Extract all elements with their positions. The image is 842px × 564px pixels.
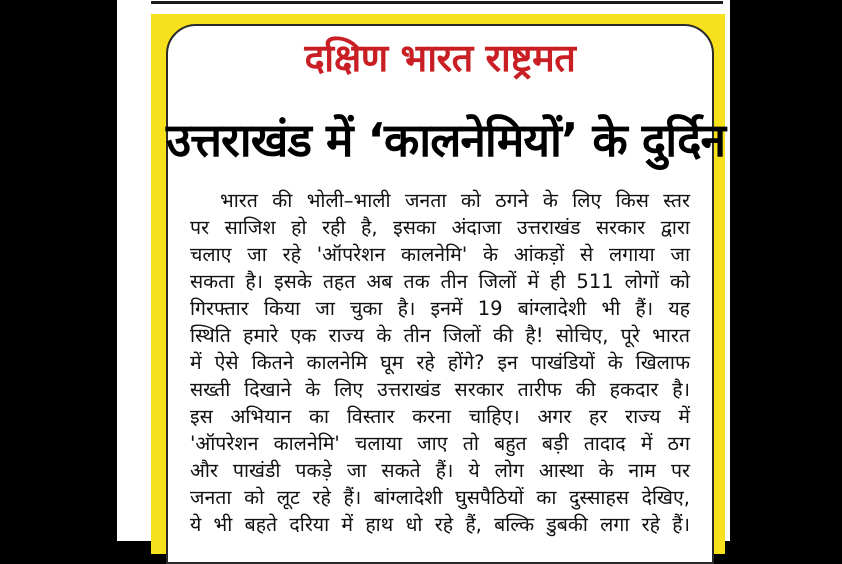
body-line: में ऐसे कितने कालनेमि घूम रहे होंगे? इन पाखंडियों के खिलाफ <box>190 351 690 374</box>
newspaper-masthead: दक्षिण भारत राष्ट्रमत <box>304 36 576 80</box>
body-line: और पाखंडी पकड़े जा सकते हैं। ये लोग आस्था के नाम पर <box>190 459 690 482</box>
body-line: पर साजिश हो रही है, इसका अंदाजा उत्तराखंड सरकार द्वारा <box>190 216 690 239</box>
body-line: भारत की भोली–भाली जनता को ठगने के लिए किस स्तर <box>220 189 690 212</box>
body-line: सकता है। इसके तहत अब तक तीन जिलों में ही 511 लोगों को <box>190 270 690 293</box>
body-line: इस अभियान का विस्तार करना चाहिए। अगर हर राज्य में <box>190 405 690 428</box>
body-line: सख्ती दिखाने के लिए उत्तराखंड सरकार तारीफ की हकदार है। <box>190 378 690 401</box>
body-line: जनता को लूट रहे हैं। बांग्लादेशी घुसपैठियों का दुस्साहस देखिए, <box>190 486 690 509</box>
top-divider <box>151 1 723 4</box>
body-line: गिरफ्तार किया जा चुका है। इनमें 19 बांग्लादेशी भी हैं। यह <box>190 297 690 320</box>
body-line: ये भी बहते दरिया में हाथ धो रहे हैं, बल्कि डुबकी लगा रहे हैं। <box>190 513 690 536</box>
article-body <box>190 187 690 538</box>
body-line: चलाए जा रहे 'ऑपरेशन कालनेमि' के आंकड़ों से लगाया जा <box>190 243 690 266</box>
body-line: स्थिति हमारे एक राज्य के तीन जिलों की है! सोचिए, पूरे भारत <box>190 324 690 347</box>
article-headline: उत्तराखंड में ‘कालनेमियों’ के दुर्दिन <box>166 113 726 167</box>
body-line: 'ऑपरेशन कालनेमि' चलाया जाए तो बहुत बड़ी तादाद में ठग <box>190 432 690 455</box>
